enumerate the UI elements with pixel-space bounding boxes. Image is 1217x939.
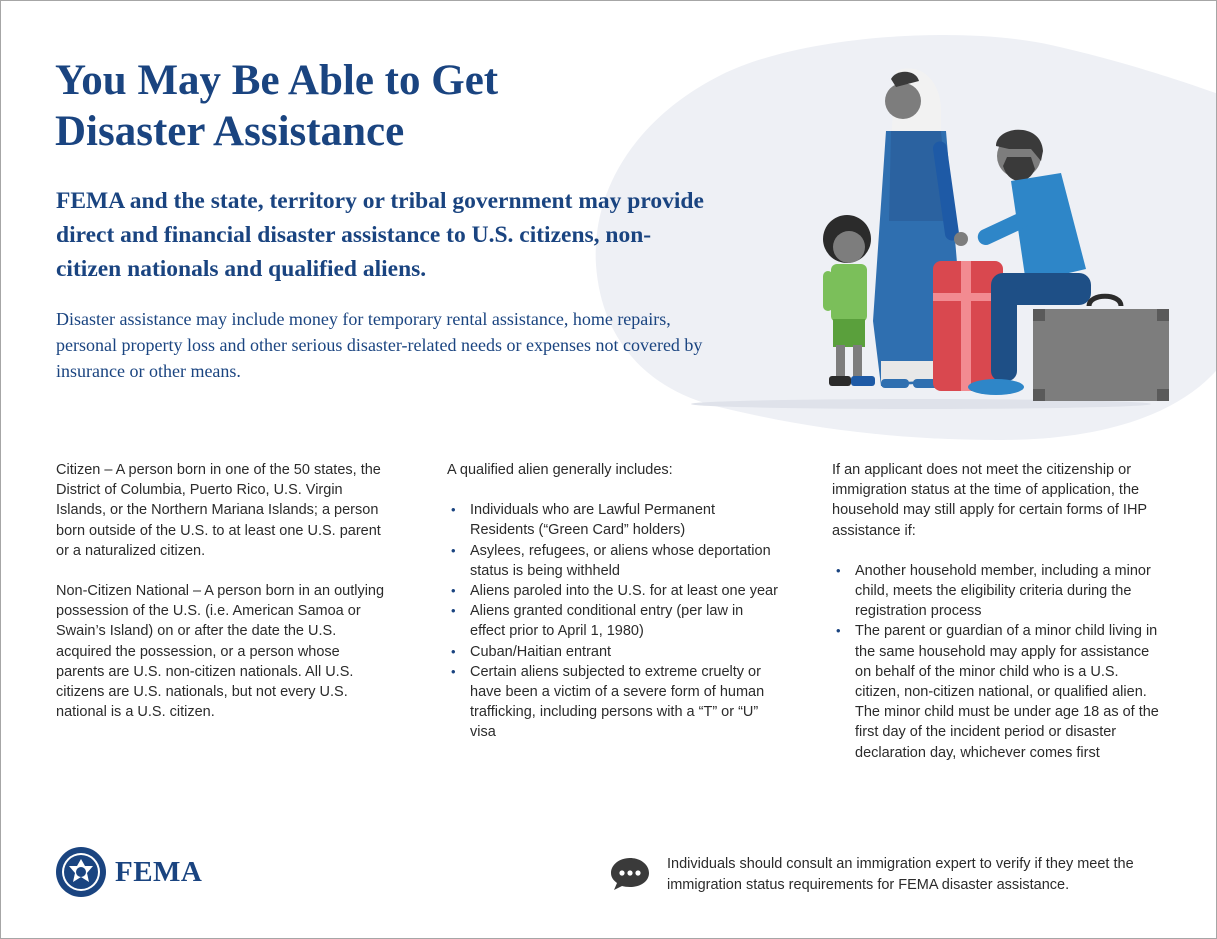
list-item: • Asylees, refugees, or aliens whose deportation status is being withheld	[451, 542, 771, 579]
child-figure	[823, 215, 875, 386]
bullet-icon: •	[451, 663, 456, 679]
list-item: • Cuban/Haitian entrant	[447, 642, 782, 662]
qualified-alien-list	[447, 500, 782, 742]
lead-paragraph: FEMA and the state, territory or tribal government may provide direct and financial disaster assistance to U.S. citizens, non-citizen nationals and qualified aliens.	[56, 188, 704, 282]
list-item: • Aliens paroled into the U.S. for at least one year	[447, 581, 782, 601]
immigration-note	[609, 854, 1177, 895]
citizen-definition: Citizen – A person born in one of the 50 states, the District of Columbia, Puerto Rico, U.S. Virgin Islands, or the Northern Mariana Islands; a person born outside of the U.S. to at least one U.S. parent or a naturalized citizen.	[56, 462, 381, 559]
fema-wordmark: FEMA	[115, 855, 203, 888]
page-title	[55, 55, 615, 157]
fema-logo	[55, 846, 202, 898]
list-item: • Certain aliens subjected to extreme cruelty or have been a victim of a severe form of human trafficking, including persons with a “T” or “U” visa	[451, 663, 765, 741]
list-item: • The parent or guardian of a minor child living in the same household may apply for assistance on behalf of the minor child who is a U.S. citizen, non-citizen national, or qualified alien. The minor child must be under age 18 as of the first day of the incident period or disaster declaration day, whichever comes first	[836, 623, 1159, 761]
bullet-icon: •	[836, 562, 841, 578]
non-citizen-national-definition: Non-Citizen National – A person born in an outlying possession of the U.S. (i.e. American Samoa or Swain’s Island) on or after the date the U.S. acquired the possession, or a person whose parents are U.S. non-citizen nationals. All U.S. citizens are U.S. nationals, but not every U.S. national is a U.S. citizen.	[56, 583, 385, 721]
title-line-1: You May Be Able to Get	[55, 57, 499, 104]
bullet-icon: •	[451, 542, 456, 558]
household-list	[832, 561, 1167, 763]
gray-suitcase	[1033, 296, 1169, 401]
speech-bubble-icon	[609, 856, 651, 892]
bullet-icon: •	[451, 583, 456, 599]
list-item: • Another household member, including a minor child, meets the eligibility criteria during the registration process	[836, 562, 1151, 620]
qualified-alien-intro: A qualified alien generally includes:	[447, 462, 673, 478]
intro-paragraph: Disaster assistance may include money for temporary rental assistance, home repairs, personal property loss and other serious disaster-related needs or expenses not covered by insurance or other means.	[56, 309, 703, 381]
title-line-2: Disaster Assistance	[55, 108, 405, 155]
dhs-seal-icon	[55, 846, 107, 898]
list-item: • Aliens granted conditional entry (per law in effect prior to April 1, 1980)	[451, 603, 744, 640]
family-illustration	[691, 61, 1191, 411]
household-intro: If an applicant does not meet the citizenship or immigration status at the time of application, the household may still apply for certain forms of IHP assistance if:	[832, 462, 1147, 539]
qualified-alien-column	[447, 460, 782, 743]
bullet-icon: •	[451, 643, 456, 659]
bullet-icon: •	[451, 502, 456, 518]
definitions-column	[56, 460, 391, 722]
list-item: • Individuals who are Lawful Permanent Residents (“Green Card” holders)	[451, 502, 716, 539]
household-column	[832, 460, 1167, 763]
immigration-note-text: Individuals should consult an immigration expert to verify if they meet the immigration status requirements for FEMA disaster assistance.	[667, 856, 1134, 893]
bullet-icon: •	[451, 603, 456, 619]
bullet-icon: •	[836, 623, 841, 639]
